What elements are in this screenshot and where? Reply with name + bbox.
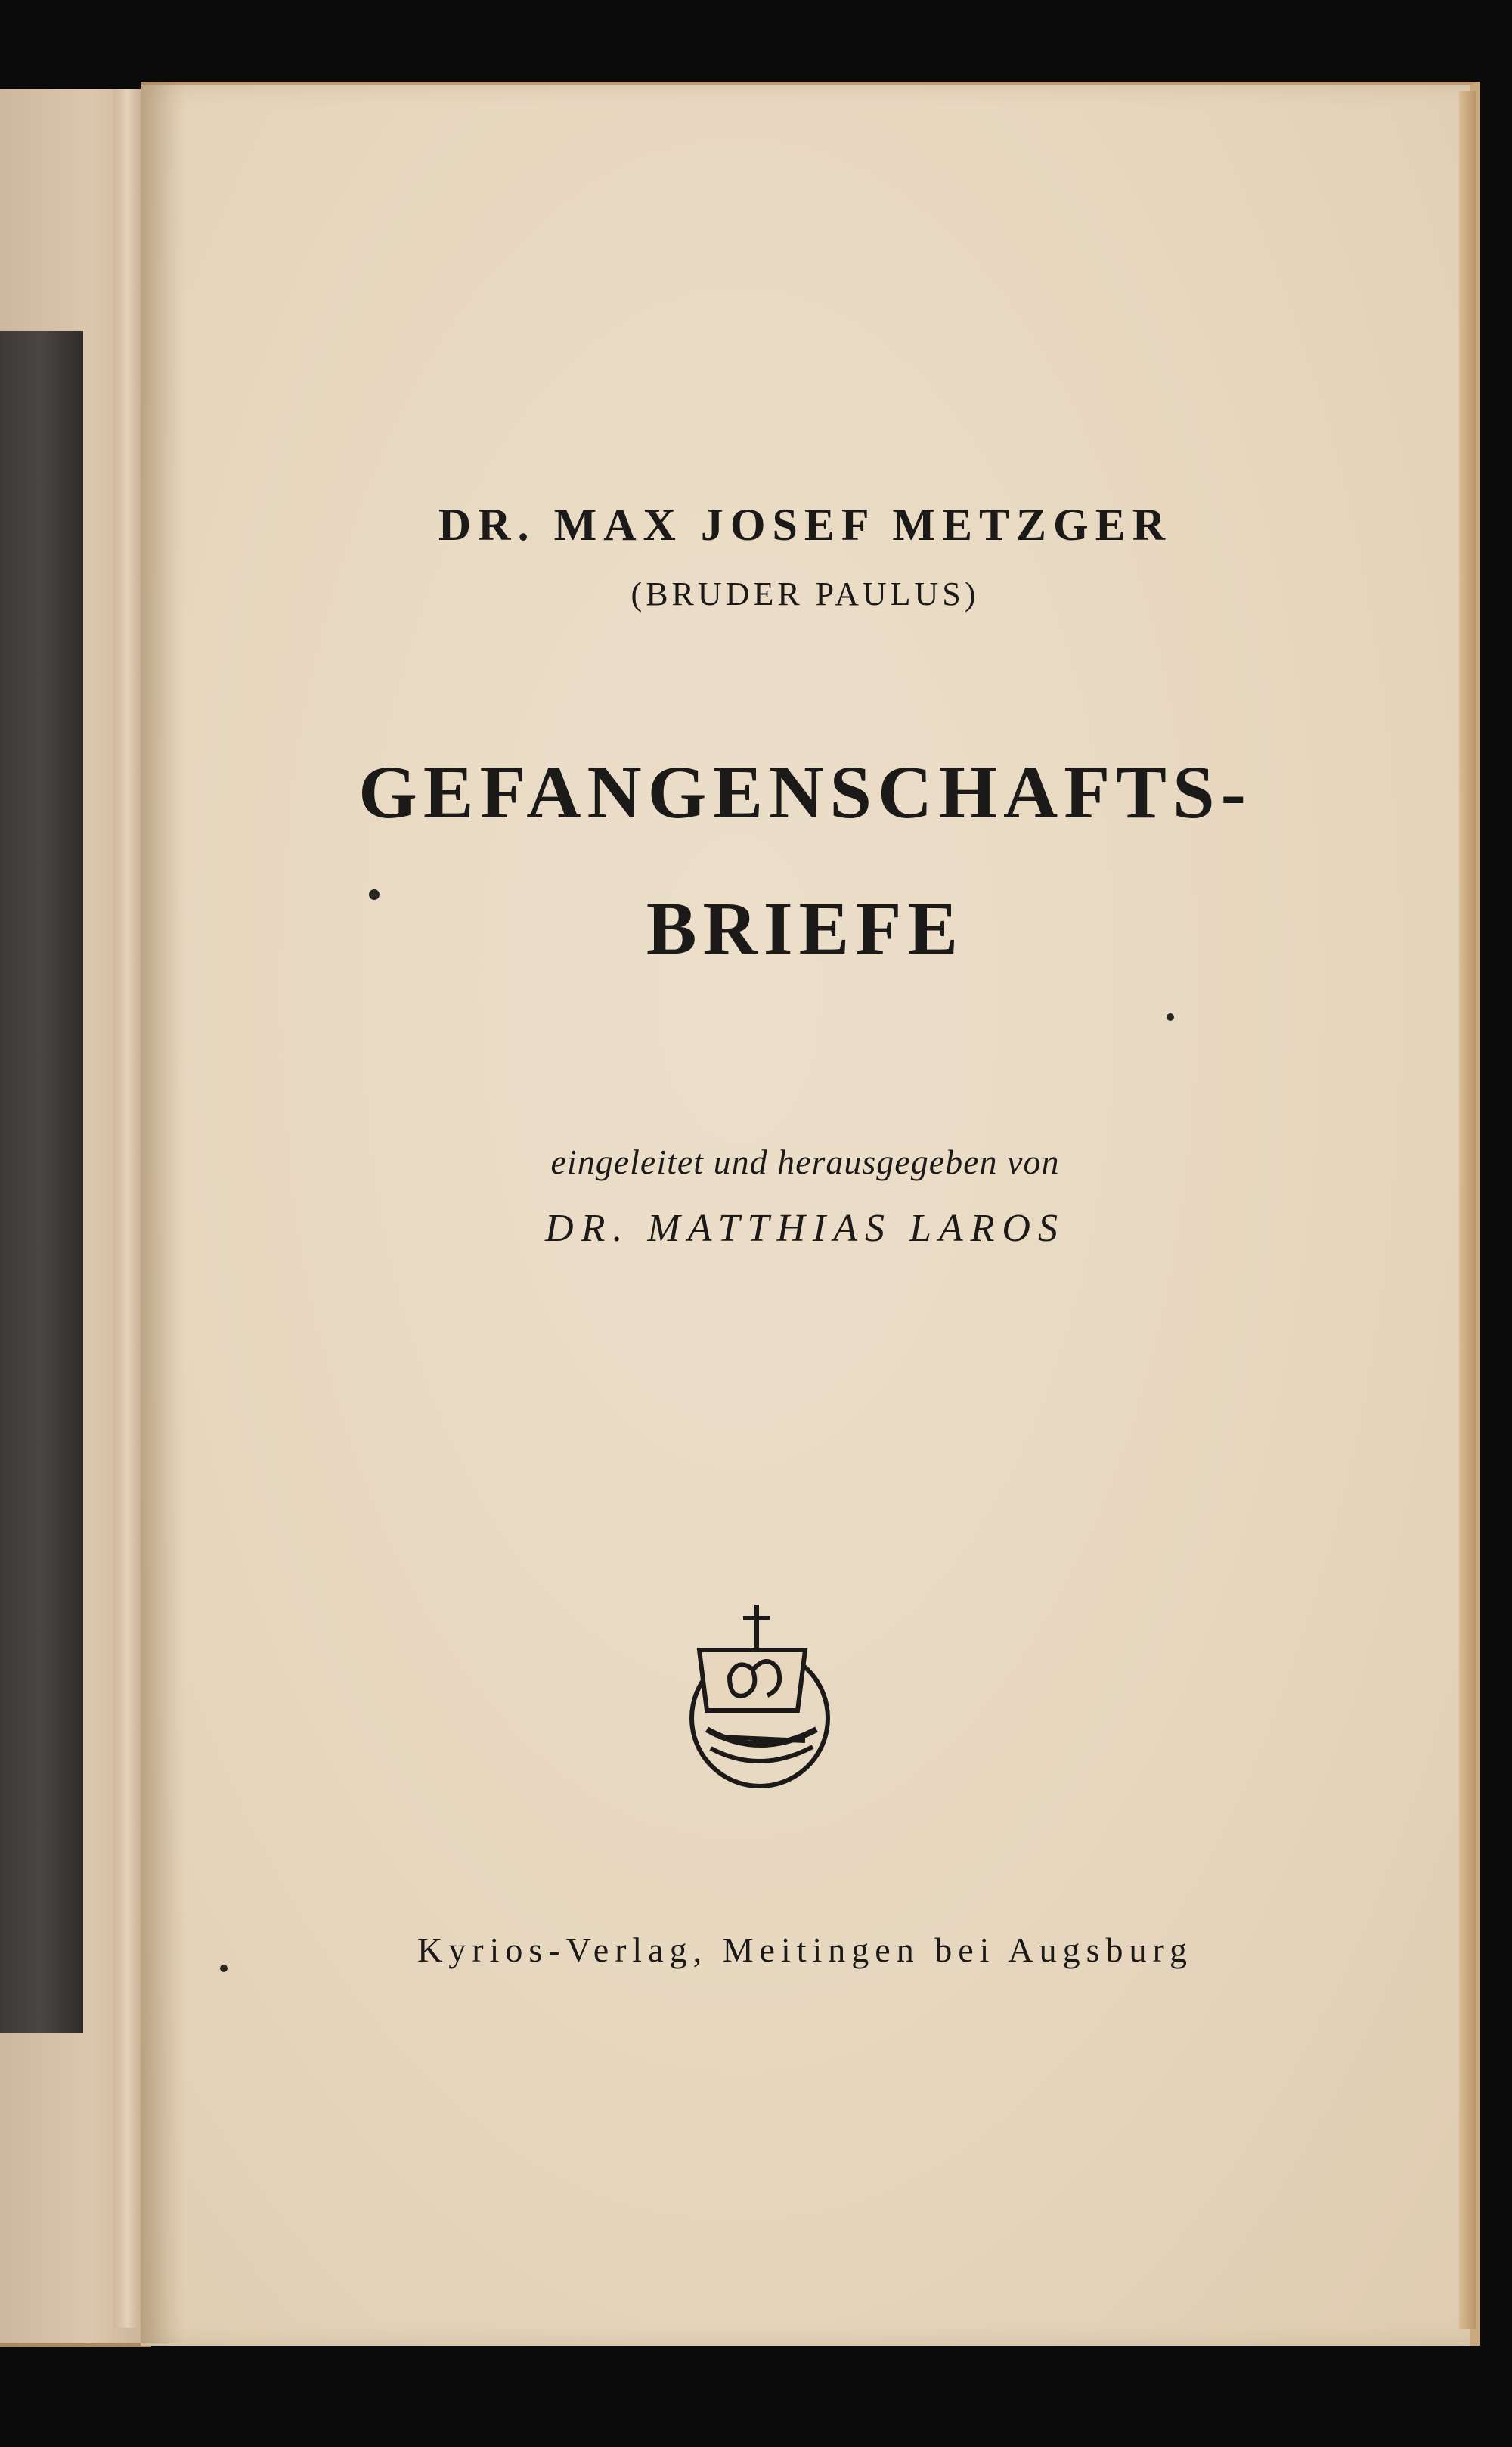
publisher-line: Kyrios-Verlag, Meitingen bei Augsburg bbox=[417, 1931, 1193, 1969]
editor-name: DR. MATTHIAS LAROS bbox=[545, 1207, 1065, 1250]
author-name: DR. MAX JOSEF METZGER bbox=[438, 500, 1173, 550]
ink-speck bbox=[369, 889, 380, 900]
frontispiece-photo bbox=[0, 331, 83, 2033]
book-title-line-1: GEFANGENSCHAFTS- bbox=[358, 750, 1252, 834]
book-title-line-2: BRIEFE bbox=[646, 886, 965, 970]
facing-page-edge bbox=[113, 89, 142, 2328]
ship-cross-emblem-icon bbox=[684, 1597, 835, 1794]
ink-speck bbox=[220, 1965, 228, 1972]
author-alias: (BRUDER PAULUS) bbox=[631, 575, 980, 613]
editor-intro: eingeleitet und herausgegeben von bbox=[550, 1143, 1060, 1181]
ink-speck bbox=[1167, 1013, 1174, 1021]
